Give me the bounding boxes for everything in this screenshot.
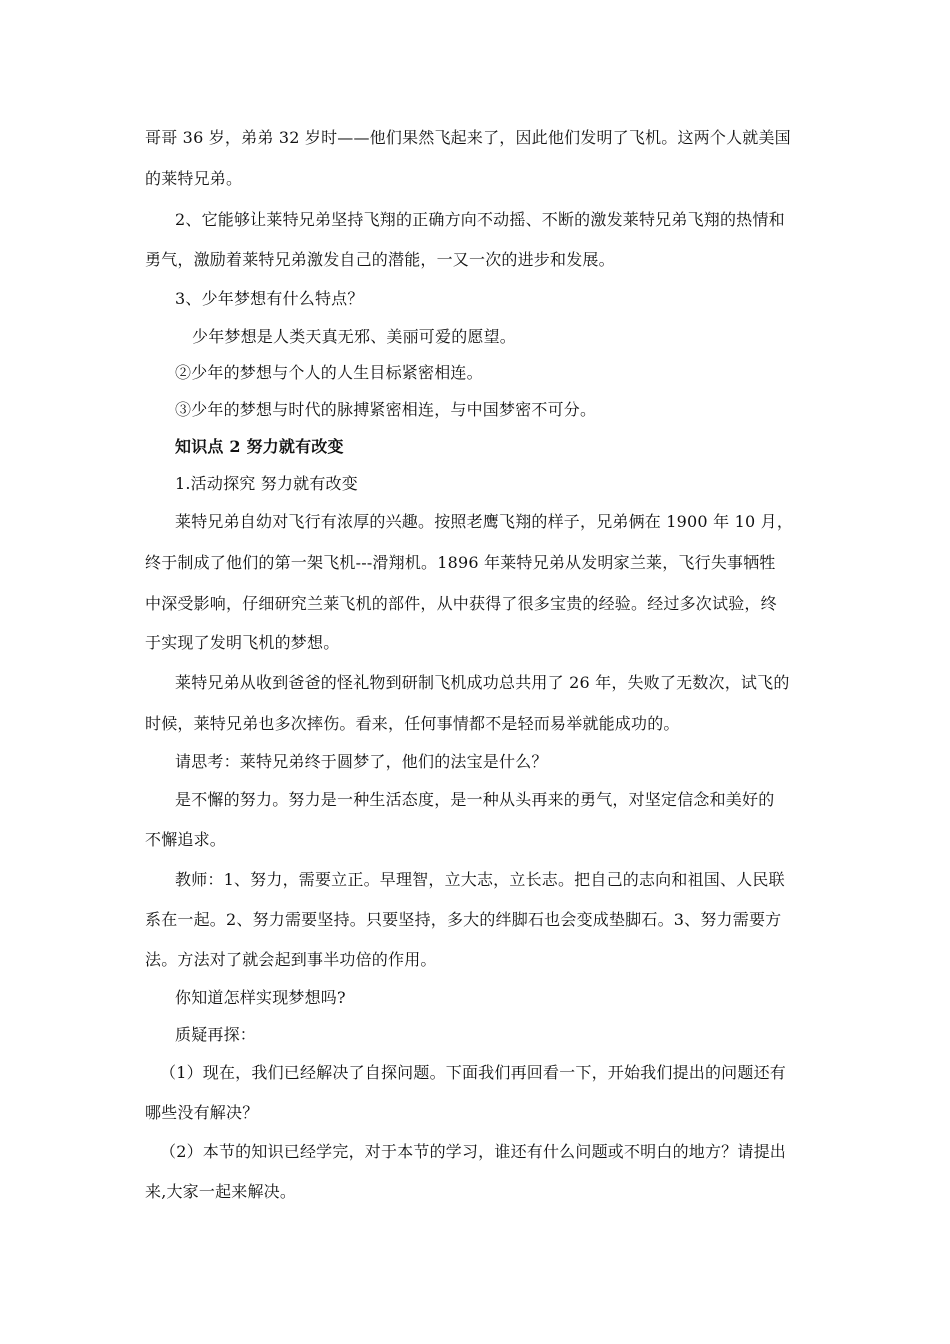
text-line: 中深受影响，仔细研究兰莱飞机的部件，从中获得了很多宝贵的经验。经过多次试验，终 [145,594,777,613]
text-line: ②少年的梦想与个人的人生目标紧密相连。 [175,363,483,382]
text-line: 少年梦想是人类天真无邪、美丽可爱的愿望。 [192,327,517,346]
text-line: 来,大家一起来解决。 [145,1182,297,1201]
text-line: 3、少年梦想有什么特点？ [175,289,364,308]
text-line: 终于制成了他们的第一架飞机---滑翔机。1896 年莱特兄弟从发明家兰莱，飞行失事牺牲 [145,553,776,572]
section-heading: 知识点 2 努力就有改变 [175,437,344,456]
text-line: 请思考：莱特兄弟终于圆梦了，他们的法宝是什么？ [175,752,548,771]
text-line: 你知道怎样实现梦想吗? [175,988,346,1007]
text-line: 法。方法对了就会起到事半功倍的作用。 [145,950,437,969]
text-line: 于实现了发明飞机的梦想。 [145,633,340,652]
text-line: 哪些没有解决？ [145,1103,259,1122]
text-line: 勇气，激励着莱特兄弟激发自己的潜能，一又一次的进步和发展。 [145,250,615,269]
text-line: 质疑再探： [175,1025,257,1044]
text-line: 2、它能够让莱特兄弟坚持飞翔的正确方向不动摇、不断的激发莱特兄弟飞翔的热情和 [175,210,785,229]
text-line: ③少年的梦想与时代的脉搏紧密相连，与中国梦密不可分。 [175,400,597,419]
text-line: （1）现在，我们已经解决了自探问题。下面我们再回看一下，开始我们提出的问题还有 [160,1063,786,1082]
text-line: 时候，莱特兄弟也多次摔伤。看来，任何事情都不是轻而易举就能成功的。 [145,714,680,733]
text-line: 系在一起。2、努力需要坚持。只要坚持，多大的绊脚石也会变成垫脚石。3、努力需要方 [145,910,782,929]
text-line: 哥哥 36 岁，弟弟 32 岁时——他们果然飞起来了，因此他们发明了飞机。这两个人就美国 [145,128,791,147]
text-line: 不懈追求。 [145,830,227,849]
text-line: 1.活动探究 努力就有改变 [175,474,358,493]
text-line: 是不懈的努力。努力是一种生活态度，是一种从头再来的勇气，对坚定信念和美好的 [175,790,775,809]
text-line: （2）本节的知识已经学完，对于本节的学习，谁还有什么问题或不明白的地方？请提出 [160,1142,786,1161]
text-line: 莱特兄弟从收到爸爸的怪礼物到研制飞机成功总共用了 26 年，失败了无数次，试飞的 [175,673,790,692]
text-line: 教师：1、努力，需要立正。早理智，立大志，立长志。把自己的志向和祖国、人民联 [175,870,785,889]
text-line: 的莱特兄弟。 [145,169,243,188]
text-line: 莱特兄弟自幼对飞行有浓厚的兴趣。按照老鹰飞翔的样子，兄弟俩在 1900 年 10 月， [175,512,794,531]
